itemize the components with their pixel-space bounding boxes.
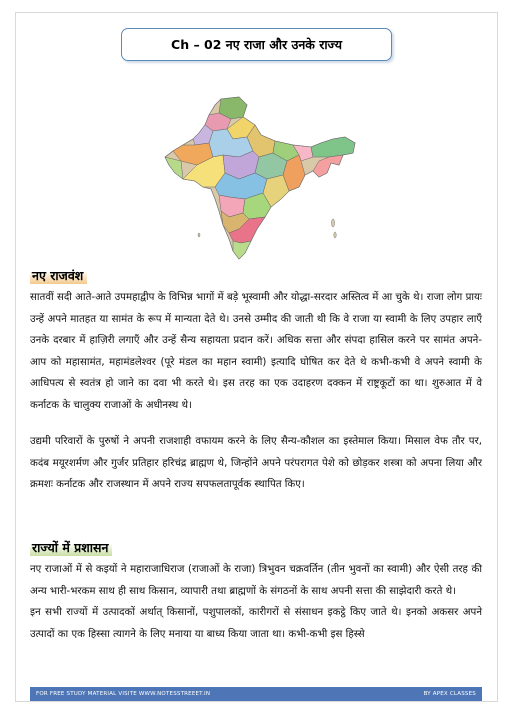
- section-heading-administration: राज्यों में प्रशासन: [30, 540, 112, 556]
- india-map-image: [143, 95, 369, 263]
- footer-left-text: FOR FREE STUDY MATERIAL VISITE WWW.NOTESSTREEET.IN: [36, 691, 211, 697]
- chapter-title: Ch – 02 नए राजा और उनके राज्य: [171, 37, 342, 52]
- paragraph: इन सभी राज्यों में उत्पादकों अर्थात् किसानों, पशुपालकों, कारीगरों से संसाधन इकट्ठे किए जाते थे। इनको अकसर अपने उत्पादों का एक हिस्सा त्यागने के लिए मनाया या बाध्य किया जाता था। कभी-कभी इस हिस्से: [30, 607, 482, 640]
- india-map-icon: [143, 95, 369, 263]
- paragraph: सातवीं सदी आते-आते उपमहाद्वीप के विभिन्न भागों में बड़े भूस्वामी और योद्धा-सरदार अस्तित्व में आ चुके थे। राजा लोग प्रायः उन्हें अपने मातहत या सामंत के रूप में मान्यता देते थे। उनसे उम्मीद की जाती थी कि वे राजा या स्वामी के लिए उपहार लाएँ उनके दरबार में हाज़िरी लगाएँ और उन्हें सैन्य सहायता प्रदान करें। अधिक सत्ता और संपदा हासिल करने पर सामंत अपने-आप को महासामंत, महामंडलेश्वर (पूरे मंडल का महान स्वामी) इत्यादि घोषित कर देते थे कभी-कभी वे अपने स्वामी के आधिपत्य से स्वतंत्र हो जाने का दवा भी करते थे। इस तरह का एक उदाहरण दक्कन में राष्ट्रकूटों का था। शुरुआत में वे कर्नाटक के चालुक्य राजाओं के अधीनस्थ थे।: [30, 292, 482, 411]
- footer-right-text: BY APEX CLASSES: [423, 691, 476, 697]
- section-heading-new-dynasties: नए राजवंश: [30, 268, 87, 284]
- paragraph: नए राजाओं में से कइयों ने महाराजाधिराज (राजाओं के राजा) त्रिभुवन चक्रवर्तिन (तीन भुवनों का स्वामी) और ऐसी तरह की अन्य भारी-भरकम साथ ही साथ किसान, व्यापारी तथा ब्राह्मणों के संगठनों के साथ अपनी सत्ता की साझेदारी करते थे।: [30, 564, 482, 597]
- paragraph: उद्यमी परिवारों के पुरुषों ने अपनी राजशाही वफायम करने के लिए सैन्य-कौशल का इस्तेमाल किया। मिसाल वेफ तौर पर, कदंब मयूरशर्मण और गुर्जर प्रतिहार हरिचंद्र ब्राह्मण थे, जिन्होंने अपने परंपरागत पेशे को छोड़कर शस्त्रा को अपना लिया और क्रमशः कर्नाटक और राजस्थान में अपने राज्य सपफलतापूर्वक स्थापित किए।: [30, 436, 482, 490]
- page-footer: [30, 687, 482, 701]
- chapter-title-box: [121, 28, 392, 61]
